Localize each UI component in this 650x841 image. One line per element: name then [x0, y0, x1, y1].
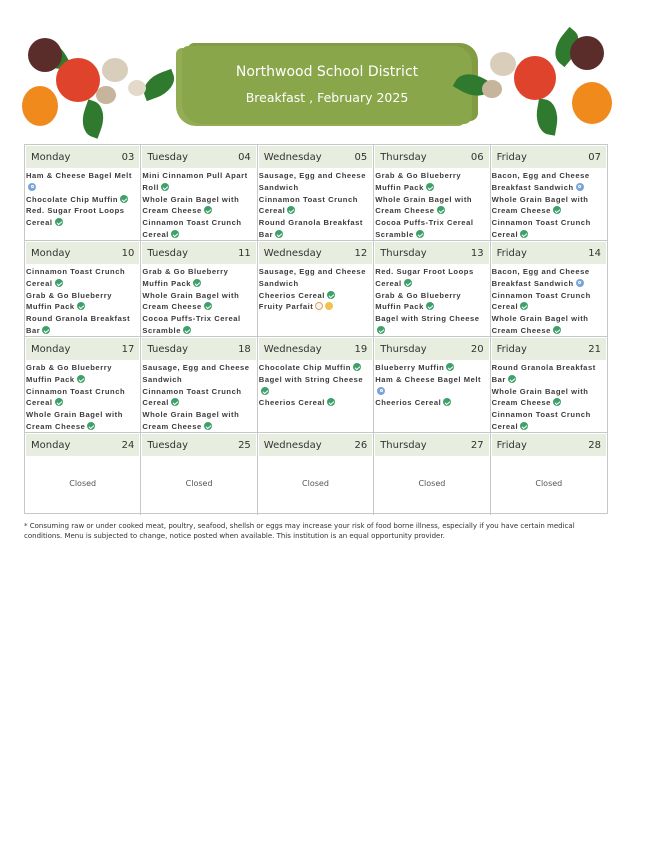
menu-item [142, 386, 255, 410]
menu-item-text: Mini Cinnamon Pull Apart Roll [142, 171, 248, 192]
menu-item [26, 362, 139, 386]
day-date: 12 [354, 247, 368, 259]
leaf-icon [508, 375, 516, 383]
day-date: 26 [354, 439, 368, 451]
menu-list [491, 265, 607, 337]
day-header [142, 434, 255, 456]
day-date: 03 [121, 151, 135, 163]
menu-item-text: Whole Grain Bagel with Cream Cheese [142, 194, 240, 216]
menu-subtitle: Breakfast , February 2025 [245, 90, 409, 105]
menu-item-text: Cinnamon Toast Crunch Cereal [491, 290, 591, 312]
menu-item-text: Whole Grain Bagel with Cream Cheese [142, 290, 240, 312]
leaf-icon [275, 230, 283, 238]
day-header [259, 434, 372, 456]
day-header [492, 434, 606, 456]
menu-item-text: Cheerios Cereal [258, 398, 325, 408]
menu-item-text: Cinnamon Toast Crunch Cereal [258, 194, 358, 216]
menu-item-text: Whole Grain Bagel with Cream Cheese [491, 386, 589, 408]
day-header [259, 146, 372, 168]
menu-item [26, 266, 139, 290]
menu-list [258, 361, 373, 409]
leaf-icon [353, 363, 361, 371]
day-date: 13 [470, 247, 484, 259]
pork-icon [377, 387, 385, 395]
menu-list [141, 361, 256, 433]
menu-item-text: Grab & Go Blueberry Muffin Pack [26, 363, 112, 384]
menu-item [375, 217, 488, 241]
menu-item [259, 217, 372, 241]
day-name: Friday [496, 151, 527, 163]
day-cell [374, 145, 490, 241]
menu-item [259, 301, 372, 313]
menu-item [26, 313, 139, 337]
day-date: 05 [354, 151, 368, 163]
menu-item-text: Cinnamon Toast Crunch Cereal [491, 218, 591, 239]
menu-item [26, 205, 139, 229]
menu-list [374, 265, 489, 337]
leaf-icon [404, 279, 412, 287]
closed-label: Closed [535, 479, 563, 488]
menu-item [259, 362, 372, 374]
menu-item [492, 386, 606, 410]
menu-item [492, 313, 606, 337]
menu-item-text: Round Granola Breakfast Bar [26, 314, 131, 335]
day-name: Wednesday [263, 247, 322, 259]
menu-item-text: Fruity Parfait [258, 302, 314, 312]
day-header [375, 146, 488, 168]
menu-item [375, 290, 488, 314]
day-date: 10 [121, 247, 135, 259]
menu-item-text: Cinnamon Toast Crunch Cereal [142, 218, 242, 239]
day-header [142, 338, 255, 360]
menu-item-text: Cinnamon Toast Crunch Cereal [26, 267, 126, 288]
day-header [259, 242, 372, 264]
day-cell [25, 433, 141, 515]
menu-item [26, 194, 139, 206]
menu-item-text: Whole Grain Bagel with Cream Cheese [491, 314, 589, 335]
day-name: Wednesday [263, 439, 322, 451]
menu-item [259, 266, 372, 290]
menu-item [259, 374, 372, 398]
day-name: Tuesday [147, 439, 189, 451]
egg-icon [315, 302, 323, 310]
leaf-icon [446, 363, 454, 371]
day-cell [25, 145, 141, 241]
leaf-icon [377, 326, 385, 334]
menu-item [142, 194, 255, 218]
menu-item-text: Cheerios Cereal [258, 290, 325, 300]
day-header [375, 434, 488, 456]
menu-item-text: Cinnamon Toast Crunch Cereal [142, 386, 242, 408]
day-date: 17 [121, 343, 135, 355]
menu-item [492, 266, 606, 290]
menu-item [375, 170, 488, 194]
leaf-icon [183, 326, 191, 334]
vegetables-right-image [452, 28, 612, 140]
menu-item [26, 386, 139, 410]
menu-item [259, 170, 372, 194]
leaf-icon [77, 302, 85, 310]
day-cell [258, 337, 374, 433]
menu-item-text: Grab & Go Blueberry Muffin Pack [26, 290, 112, 312]
leaf-icon [55, 398, 63, 406]
leaf-icon [204, 206, 212, 214]
menu-item [375, 194, 488, 218]
menu-item-text: Bagel with String Cheese [258, 374, 364, 384]
pork-icon [576, 183, 584, 191]
menu-item-text: Cheerios Cereal [375, 398, 442, 408]
day-header [142, 242, 255, 264]
pork-icon [576, 279, 584, 287]
milk-icon [325, 302, 333, 310]
day-cell [374, 241, 490, 337]
menu-list [25, 265, 140, 337]
leaf-icon [553, 206, 561, 214]
day-cell [141, 145, 257, 241]
day-cell [25, 241, 141, 337]
day-date: 14 [588, 247, 601, 259]
leaf-icon [120, 195, 128, 203]
menu-calendar [24, 144, 608, 514]
menu-item [259, 290, 372, 302]
day-date: 07 [588, 151, 601, 163]
day-header [26, 146, 139, 168]
menu-item [142, 313, 255, 337]
header-banner [24, 28, 612, 140]
leaf-icon [416, 230, 424, 238]
day-name: Thursday [380, 343, 427, 355]
day-cell [374, 337, 490, 433]
menu-item [375, 397, 488, 409]
leaf-icon [443, 398, 451, 406]
day-header [142, 146, 255, 168]
menu-item [492, 362, 606, 386]
day-cell [491, 337, 607, 433]
day-date: 27 [470, 439, 484, 451]
menu-item [142, 170, 255, 194]
day-cell [141, 241, 257, 337]
menu-item-text: Whole Grain Bagel with Cream Cheese [491, 194, 589, 216]
day-name: Thursday [380, 151, 427, 163]
day-name: Thursday [380, 439, 427, 451]
leaf-icon [204, 302, 212, 310]
menu-item [492, 217, 606, 241]
menu-item [492, 194, 606, 218]
menu-item-text: Sausage, Egg and Cheese Sandwich [258, 267, 366, 288]
leaf-icon [553, 326, 561, 334]
menu-item-text: Ham & Cheese Bagel Melt [375, 374, 482, 384]
leaf-icon [55, 279, 63, 287]
day-date: 25 [238, 439, 251, 451]
menu-item-text: Round Granola Breakfast Bar [491, 363, 596, 384]
menu-item [375, 266, 488, 290]
leaf-icon [171, 230, 179, 238]
day-date: 28 [588, 439, 601, 451]
day-header [492, 146, 606, 168]
leaf-icon [171, 398, 179, 406]
title-box [182, 46, 472, 124]
menu-item-text: Cinnamon Toast Crunch Cereal [26, 386, 126, 408]
menu-item [142, 217, 255, 241]
leaf-icon [261, 387, 269, 395]
leaf-icon [553, 398, 561, 406]
menu-item-text: Sausage, Egg and Cheese Sandwich [258, 171, 366, 192]
day-cell [491, 433, 607, 515]
leaf-icon [204, 422, 212, 430]
leaf-icon [520, 230, 528, 238]
menu-list [374, 361, 489, 409]
day-name: Monday [31, 439, 71, 451]
day-name: Wednesday [263, 343, 322, 355]
leaf-icon [161, 183, 169, 191]
day-cell [374, 433, 490, 515]
day-cell [141, 337, 257, 433]
closed-label: Closed [69, 479, 97, 488]
day-header [375, 338, 488, 360]
menu-list [141, 169, 256, 241]
menu-item [375, 374, 488, 398]
day-header [26, 242, 139, 264]
day-cell [491, 145, 607, 241]
leaf-icon [327, 291, 335, 299]
menu-item-text: Chocolate Chip Muffin [258, 363, 351, 372]
menu-item [26, 290, 139, 314]
menu-list [258, 265, 373, 313]
leaf-icon [327, 398, 335, 406]
day-date: 11 [238, 247, 251, 259]
leaf-icon [193, 279, 201, 287]
footnote: * Consuming raw or under cooked meat, poultry, seafood, shellsh or eggs may increase your risk of food borne illness, especially if you have certain medical conditions. Menu is subjected to change, notice posted when available. This institution is an equal opportunity provider. [24, 522, 575, 540]
menu-item-text: Red. Sugar Froot Loops Cereal [26, 206, 125, 228]
menu-item [142, 290, 255, 314]
day-header [26, 434, 139, 456]
leaf-icon [77, 375, 85, 383]
day-date: 20 [470, 343, 484, 355]
menu-item [375, 313, 488, 337]
menu-item-text: Grab & Go Blueberry Muffin Pack [375, 171, 462, 192]
menu-item-text: Blueberry Muffin [375, 363, 445, 372]
day-cell [258, 241, 374, 337]
menu-item-text: Cocoa Puffs-Trix Cereal Scramble [375, 218, 474, 239]
leaf-icon [520, 422, 528, 430]
menu-item [259, 397, 372, 409]
day-name: Monday [31, 343, 71, 355]
day-name: Monday [31, 151, 71, 163]
day-cell [25, 337, 141, 433]
leaf-icon [437, 206, 445, 214]
leaf-icon [87, 422, 95, 430]
vegetables-left-image [24, 28, 184, 140]
day-name: Thursday [380, 247, 427, 259]
day-date: 24 [121, 439, 135, 451]
closed-label: Closed [418, 479, 446, 488]
menu-list [258, 169, 373, 241]
menu-item [142, 409, 255, 433]
menu-item-text: Red. Sugar Froot Loops Cereal [375, 267, 474, 288]
day-header [492, 242, 606, 264]
day-header [375, 242, 488, 264]
menu-item-text: Grab & Go Blueberry Muffin Pack [375, 290, 462, 312]
day-header [26, 338, 139, 360]
menu-item [492, 409, 606, 433]
day-name: Friday [496, 439, 527, 451]
menu-list [491, 361, 607, 433]
menu-item [142, 266, 255, 290]
closed-label: Closed [185, 479, 213, 488]
day-name: Friday [496, 343, 527, 355]
leaf-icon [426, 183, 434, 191]
menu-item-text: Bacon, Egg and Cheese Breakfast Sandwich [491, 267, 590, 288]
menu-item [492, 170, 606, 194]
menu-item [375, 362, 488, 374]
menu-item-text: Bagel with String Cheese [375, 314, 480, 324]
menu-list [141, 265, 256, 337]
menu-item-text: Cinnamon Toast Crunch Cereal [491, 410, 591, 431]
menu-item-text: Round Granola Breakfast Bar [258, 218, 364, 239]
menu-item [26, 170, 139, 194]
day-date: 06 [470, 151, 484, 163]
day-date: 04 [238, 151, 251, 163]
menu-item-text: Bacon, Egg and Cheese Breakfast Sandwich [491, 171, 590, 192]
menu-item-text: Cocoa Puffs-Trix Cereal Scramble [142, 314, 241, 335]
day-name: Tuesday [147, 343, 189, 355]
leaf-icon [42, 326, 50, 334]
menu-item-text: Ham & Cheese Bagel Melt [26, 171, 132, 180]
leaf-icon [426, 302, 434, 310]
menu-list [374, 169, 489, 241]
day-cell [258, 145, 374, 241]
day-name: Tuesday [147, 247, 189, 259]
day-date: 19 [354, 343, 368, 355]
menu-item-text: Whole Grain Bagel with Cream Cheese [142, 410, 240, 431]
closed-label: Closed [302, 479, 329, 488]
menu-item-text: Sausage, Egg and Cheese Sandwich [142, 363, 250, 384]
day-cell [258, 433, 374, 515]
menu-item [26, 409, 139, 433]
menu-item-text: Whole Grain Bagel with Cream Cheese [26, 410, 123, 431]
day-header [492, 338, 606, 360]
day-name: Friday [496, 247, 527, 259]
menu-list [25, 169, 140, 229]
day-header [259, 338, 372, 360]
day-name: Monday [31, 247, 71, 259]
menu-item-text: Chocolate Chip Muffin [26, 194, 119, 204]
district-title: Northwood School District [235, 64, 419, 80]
day-cell [141, 433, 257, 515]
pork-icon [28, 183, 36, 191]
menu-item [259, 194, 372, 218]
leaf-icon [520, 302, 528, 310]
day-name: Tuesday [147, 151, 189, 163]
day-date: 18 [238, 343, 251, 355]
leaf-icon [287, 206, 295, 214]
menu-list [25, 361, 140, 433]
menu-list [491, 169, 607, 241]
menu-item-text: Whole Grain Bagel with Cream Cheese [375, 194, 473, 216]
leaf-icon [55, 218, 63, 226]
day-name: Wednesday [263, 151, 322, 163]
menu-item-text: Grab & Go Blueberry Muffin Pack [142, 267, 229, 288]
menu-item [492, 290, 606, 314]
menu-item [142, 362, 255, 386]
day-cell [491, 241, 607, 337]
day-date: 21 [588, 343, 601, 355]
